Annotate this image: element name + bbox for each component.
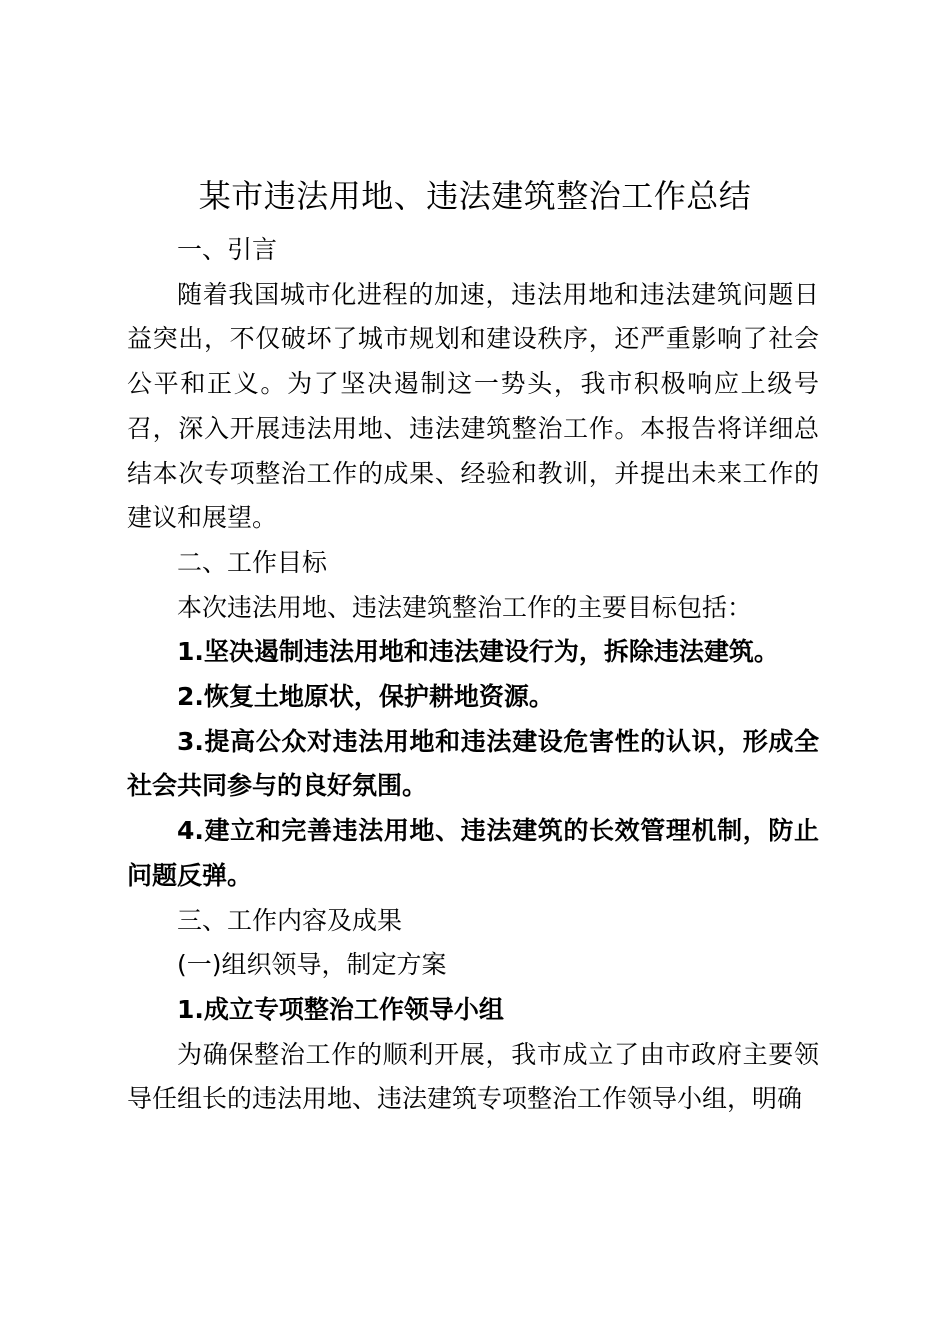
goal-item-4: 4.建立和完善违法用地、违法建筑的长效管理机制，防止问题反弹。 bbox=[127, 816, 819, 890]
goal-item-3: 3.提高公众对违法用地和违法建设危害性的认识，形成全社会共同参与的良好氛围。 bbox=[127, 726, 819, 801]
goal-item-1: 1.坚决遏制违法用地和违法建设行为，拆除违法建筑。 bbox=[177, 637, 779, 667]
goal-item-2: 2.恢复土地原状，保护耕地资源。 bbox=[177, 682, 554, 712]
leading-group-paragraph: 为确保整治工作的顺利开展，我市成立了由市政府主要领导任组长的违法用地、违法建筑专项整治工作领导小组，明确 bbox=[127, 1039, 819, 1114]
document-title: 某市违法用地、违法建筑整治工作总结 bbox=[198, 177, 752, 215]
section-heading-introduction: 一、引言 bbox=[177, 235, 278, 264]
goals-intro-paragraph: 本次违法用地、违法建筑整治工作的主要目标包括： bbox=[177, 592, 753, 622]
subsection-heading-organization: (一)组织领导，制定方案 bbox=[177, 950, 447, 980]
section-heading-work-goals: 二、工作目标 bbox=[177, 547, 328, 577]
document-body bbox=[127, 228, 819, 1122]
section-heading-work-content: 三、工作内容及成果 bbox=[177, 905, 403, 935]
introduction-paragraph: 随着我国城市化进程的加速，违法用地和违法建筑问题日益突出，不仅破坏了城市规划和建设秩序，还严重影响了社会公平和正义。为了坚决遏制这一势头，我市积极响应上级号召，深入开展违法用地、违法建筑整治工作。本报告将详细总结本次专项整治工作的成果、经验和教训，并提出未来工作的建议和展望。 bbox=[127, 279, 819, 533]
item-heading-leading-group: 1.成立专项整治工作领导小组 bbox=[177, 994, 504, 1024]
